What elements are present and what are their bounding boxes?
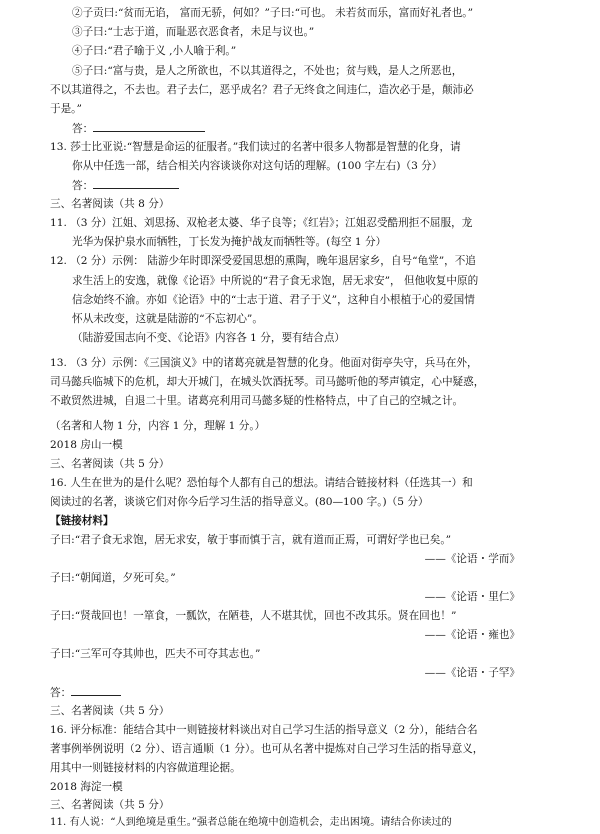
- answer-16-line-3: 用其中一则链接材料的内容做道理论据。: [50, 762, 241, 774]
- material-4: 子曰:“三军可夺其帅也，匹夫不可夺其志也。”: [50, 648, 261, 660]
- answer-16-line-2: 著事例举例说明（2 分）、语言通顺（1 分）。也可从名著中提炼对自己学习生活的指导意义，: [50, 743, 484, 755]
- answer-12-line-2: 求生活上的安逸，就像《论语》中所说的“君子食无求饱，居无求安”， 但他收复中原的: [72, 275, 479, 287]
- question-16-line-2: 阅读过的名著，谈谈它们对你今后学习生活的指导意义。(80—100 字。)（5 分）: [50, 496, 429, 508]
- materials-title: 【链接材料】: [50, 515, 114, 527]
- quote-2: ②子贡曰:“贫而无谄， 富而无骄，何如？”子曰:“可也。 未若贫而乐，富而好礼者也。”: [72, 7, 474, 19]
- answer-12-line-4: 怀从未改变，这就是陆游的“不忘初心”。: [72, 313, 263, 325]
- answer-blank: [71, 685, 121, 696]
- q13-line-1: 13. 莎士比亚说:“智慧是命运的征服者。”我们读过的名著中很多人物都是智慧的化身，请: [50, 141, 461, 153]
- question-16-line-1: 16. 人生在世为的是什么呢？恐怕每个人都有自己的想法。请结合链接材料（任选其一）和: [50, 477, 473, 489]
- answer-label: 答：: [50, 687, 72, 699]
- answer-blank: [93, 121, 205, 132]
- answer-12-line-3: 信念始终不渝。亦如《论语》中的“士志于道、君子于义”，这种自小根植于心的爱国情: [72, 294, 475, 306]
- quote-4: ④子曰:“君子喻于义 ,小人喻于利。”: [72, 45, 237, 57]
- answer-13-line-1: 13. （3 分）示例：《三国演义》中的诸葛亮就是智慧的化身。他面对街亭失守，兵马在外，: [50, 357, 478, 369]
- exam-title-haidian: 2018 海淀一模: [50, 781, 123, 793]
- material-4-source: ——《论语・子罕》: [424, 667, 520, 679]
- section-heading: 三、名著阅读（共 5 分）: [50, 458, 170, 470]
- answer-line-2: [72, 178, 179, 193]
- section-heading: 三、名著阅读（共 5 分）: [50, 799, 170, 811]
- answer-label: 答：: [72, 180, 94, 192]
- answer-13-line-2: 司马懿兵临城下的危机，却大开城门，在城头饮酒抚琴。司马懿听他的琴声镇定，心中疑惑，: [50, 376, 485, 388]
- question-11-line-1: 11. 有人说：“人到绝境是重生。”强者总能在绝境中创造机会，走出困境。请结合你读过的: [50, 817, 452, 828]
- material-2-source: ——《论语・里仁》: [424, 591, 520, 603]
- material-3: 子曰:“贤哉回也！一箪食，一瓢饮，在陋巷，人不堪其忧，回也不改其乐。贤在回也！”: [50, 610, 457, 622]
- answer-line-3: [50, 685, 121, 700]
- material-1-source: ——《论语・学而》: [424, 553, 520, 565]
- q13-line-2: 你从中任选一部，结合相关内容谈谈你对这句话的理解。(100 字左右)（3 分）: [72, 160, 443, 172]
- answer-13-line-3: 不敢贸然进城，自退二十里。诸葛亮利用司马懿多疑的性格特点，中了自己的空城之计。: [50, 395, 464, 407]
- exam-title-fangshan: 2018 房山一模: [50, 439, 123, 451]
- answer-label: 答：: [72, 123, 94, 135]
- material-3-source: ——《论语・雍也》: [424, 629, 520, 641]
- quote-5-line-1: ⑤子曰:“富与贵，是人之所欲也，不以其道得之，不处也；贫与贱，是人之所恶也，: [72, 65, 463, 77]
- quote-5-line-3: 于是。”: [50, 103, 82, 115]
- quote-3: ③子曰:“士志于道，而耻恶衣恶食者，未足与议也。”: [72, 26, 315, 38]
- section-heading: 三、名著阅读（共 8 分）: [50, 198, 170, 210]
- quote-5-line-2: 不以其道得之，不去也。君子去仁，恶乎成名？君子无终食之间违仁，造次必于是，颠沛必: [50, 84, 474, 96]
- answer-13-line-4: （名著和人物 1 分，内容 1 分，理解 1 分。）: [50, 420, 266, 432]
- answer-line-1: [72, 121, 205, 136]
- material-2: 子曰:“朝闻道，夕死可矣。”: [50, 572, 176, 584]
- answer-11-line-2: 光华为保护泉水而牺牲，丁长发为掩护战友而牺牲等。(每空 1 分）: [72, 236, 387, 248]
- answer-blank: [93, 178, 179, 189]
- section-heading: 三、名著阅读（共 5 分）: [50, 705, 170, 717]
- answer-12-line-1: 12. （2 分）示例： 陆游少年时即深受爱国思想的熏陶，晚年退居家乡，自号“龟堂”，不追: [50, 255, 476, 267]
- answer-16-line-1: 16. 评分标准：能结合其中一则链接材料谈出对自己学习生活的指导意义（2 分），能结合名: [50, 724, 478, 736]
- answer-12-line-5: （陆游爱国志向不变、《论语》内容各 1 分，要有结合点）: [72, 332, 346, 344]
- material-1: 子曰:“君子食无求饱，居无求安，敏于事而慎于言，就有道而正焉，可谓好学也已矣。”: [50, 534, 452, 546]
- answer-11-line-1: 11. （3 分）江姐、刘思扬、双枪老太婆、华子良等；《红岩》；江姐忍受酷刑拒不屈服，龙: [50, 217, 473, 229]
